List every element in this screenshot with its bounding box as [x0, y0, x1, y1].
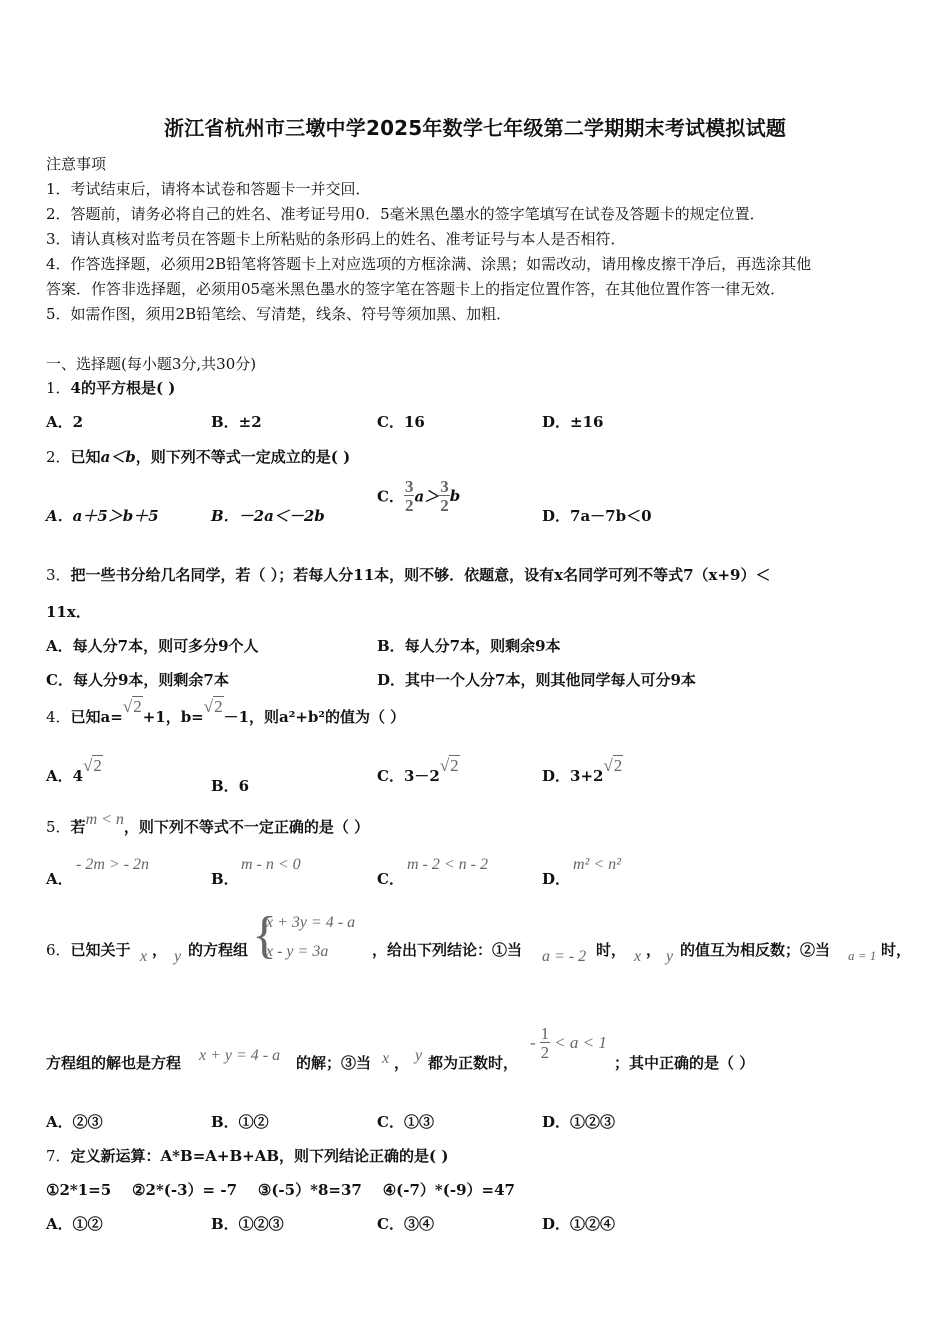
- option-d: D．±16: [542, 413, 604, 431]
- question-stem-line2: 11x．: [46, 603, 91, 621]
- option-b: B．: [211, 870, 239, 888]
- fraction: [439, 478, 450, 514]
- fraction: [540, 1025, 551, 1061]
- option-d: D．: [542, 870, 571, 888]
- sqrt: √2: [203, 697, 223, 716]
- question-number: 5．: [46, 818, 71, 836]
- option-a-math: - 2m > - 2n: [76, 856, 150, 873]
- option-a: A．a＋5＞b＋5: [46, 507, 159, 525]
- option-b: B．6: [211, 777, 250, 795]
- question-stem-tail: ，则下列不等式一定成立的是( ): [135, 448, 351, 466]
- notice-line: 3．请认真核对监考员在答题卡上所粘贴的条形码上的姓名、准考证号与本人是否相符．: [46, 230, 626, 248]
- brace: {: [252, 907, 277, 964]
- fraction-numerator: 3: [404, 477, 414, 496]
- var-y: y: [415, 1047, 423, 1064]
- notice-line: 1．考试结束后，请将本试卷和答题卡一并交回．: [46, 180, 371, 198]
- question-stem: 已知a=: [70, 708, 123, 726]
- option-c: C．: [377, 870, 404, 888]
- var-x: x: [382, 1050, 390, 1067]
- option-a: A．4√2: [46, 756, 102, 785]
- question-6-line2: 方程组的解也是方程: [46, 1054, 182, 1072]
- option-d: D．3+2√2: [542, 756, 623, 785]
- sqrt: √2: [603, 756, 623, 775]
- question-4: [46, 697, 406, 727]
- question-stem: 的值互为相反数；②当: [680, 941, 831, 959]
- notice-line: 4．作答选择题，必须用2B铅笔将答题卡上对应选项的方框涂满、涂黑；如需改动，请用橡皮擦干净后，再选涂其他: [46, 255, 812, 273]
- condition-math: m < n: [85, 811, 124, 828]
- option-a: A．②③: [46, 1113, 103, 1131]
- option-c: [377, 478, 460, 514]
- question-number: 4．: [46, 708, 71, 726]
- fraction-denominator: 2: [440, 496, 449, 515]
- question-number: 2．: [46, 448, 71, 466]
- question-stem: －1，则a²+b²的值为（ ）: [223, 708, 406, 726]
- option-d: D．其中一个人分7本，则其他同学每人可分9本: [377, 671, 696, 689]
- question-stem: 定义新运算：A*B=A+B+AB，则下列结论正确的是( ): [70, 1147, 449, 1165]
- question-5: [46, 811, 370, 837]
- page-title: 浙江省杭州市三墩中学2025年数学七年级第二学期期末考试模拟试题: [163, 116, 787, 140]
- sqrt: √2: [122, 697, 142, 716]
- condition-a2: a = 1: [848, 948, 877, 963]
- notice-line: 2．答题前，请务必将自己的姓名、准考证号用0．5毫米黑色墨水的签字笔填写在试卷及答题卡的规定位置．: [46, 205, 765, 223]
- question-stem: 的方程组: [188, 941, 249, 959]
- sqrt: √2: [439, 756, 459, 775]
- equation: x + y = 4 - a: [199, 1047, 281, 1064]
- question-stem: ，则下列不等式不一定正确的是（ ）: [123, 818, 370, 836]
- var-y: y: [174, 948, 182, 965]
- question-stem: ，给出下列结论：①当: [372, 941, 523, 959]
- question-stem: +1，b=: [142, 708, 204, 726]
- inequality-tail: < a < 1: [554, 1033, 607, 1052]
- fraction-denominator: 2: [540, 1043, 550, 1062]
- option-c-math: m - 2 < n - 2: [407, 856, 489, 873]
- question-number: 7．: [46, 1147, 71, 1165]
- question-stem: 时，: [881, 941, 912, 959]
- question-stem: 已知: [70, 448, 101, 466]
- equation-1: x + 3y = 4 - a: [266, 914, 356, 931]
- notice-heading: 注意事项: [46, 155, 107, 173]
- option-a: A．①②: [46, 1215, 103, 1233]
- option-b: B．①②: [211, 1113, 269, 1131]
- equation-2: x - y = 3a: [266, 943, 329, 960]
- option-a: A．2: [46, 413, 84, 431]
- comma: ，: [394, 1054, 410, 1072]
- option-b: B．±2: [211, 413, 262, 431]
- option-d: D．①②③: [542, 1113, 616, 1131]
- option-c: C．①③: [377, 1113, 434, 1131]
- option-c: C．③④: [377, 1215, 434, 1233]
- question-number: 1．: [46, 379, 71, 397]
- question-items: ①2*1=5 ②2*(-3）= -7 ③(-5）*8=37 ④(-7）*(-9）=47: [46, 1181, 515, 1199]
- option-a: A．每人分7本，则可多分9个人: [46, 637, 259, 655]
- minus-sign: -: [530, 1033, 536, 1052]
- option-d-math: m² < n²: [573, 856, 621, 873]
- option-b: B．①②③: [211, 1215, 284, 1233]
- option-c: C．每人分9本，则剩余7本: [46, 671, 229, 689]
- question-stem: 若: [70, 818, 86, 836]
- notice-line: 答案．作答非选择题，必须用05毫米黑色墨水的签字笔在答题卡上的指定位置作答，在其他位置作答一律无效．: [46, 280, 786, 298]
- condition-a1: a = - 2: [542, 948, 587, 965]
- question-stem: 都为正数时，: [428, 1054, 519, 1072]
- option-d: D．①②④: [542, 1215, 616, 1233]
- question-number: 6．: [46, 941, 71, 959]
- question-number: 3．: [46, 566, 71, 584]
- option-d: D．7a－7b＜0: [542, 507, 652, 525]
- option-label: C．: [377, 487, 404, 506]
- var-x: x: [634, 948, 642, 965]
- question-stem: 的解；③当: [296, 1054, 372, 1072]
- fraction-denominator: 2: [404, 496, 414, 515]
- question-stem: 时，: [596, 941, 627, 959]
- comma: ，: [152, 941, 168, 959]
- option-b-math: m - n < 0: [241, 856, 301, 873]
- option-math: a＞: [414, 487, 440, 506]
- question-3: [46, 564, 770, 585]
- sqrt: √2: [83, 756, 102, 775]
- question-stem: ；其中正确的是（ ）: [614, 1054, 755, 1072]
- option-math: b: [449, 487, 461, 505]
- question-stem: 把一些书分给几名同学，若（ ）；若每人分11本，则不够．依题意，设有x名同学可列不等式7（x+9）＜: [70, 566, 771, 584]
- section-heading: 一、选择题(每小题3分,共30分): [46, 355, 257, 373]
- question-1: [46, 377, 175, 398]
- comma: ，: [646, 941, 662, 959]
- option-c: C．16: [377, 413, 425, 431]
- var-y: y: [666, 948, 674, 965]
- question-6-line1: 6．已知关于: [46, 941, 131, 959]
- var-x: x: [140, 948, 148, 965]
- option-c: C．3－2√2: [377, 756, 459, 785]
- condition-math: a＜b: [100, 448, 136, 466]
- option-b: B．－2a＜－2b: [211, 507, 325, 525]
- question-7: [46, 1145, 448, 1166]
- fraction-numerator: 3: [440, 477, 449, 496]
- fraction: [404, 478, 415, 514]
- inequality: [530, 1025, 607, 1061]
- question-2: [46, 446, 350, 467]
- fraction-numerator: 1: [540, 1024, 550, 1043]
- option-a: A．: [46, 870, 73, 888]
- notice-line: 5．如需作图，须用2B铅笔绘、写清楚，线条、符号等须加黑、加粗．: [46, 305, 512, 323]
- option-b: B．每人分7本，则剩余9本: [377, 637, 561, 655]
- question-stem: 4的平方根是( ): [70, 379, 176, 397]
